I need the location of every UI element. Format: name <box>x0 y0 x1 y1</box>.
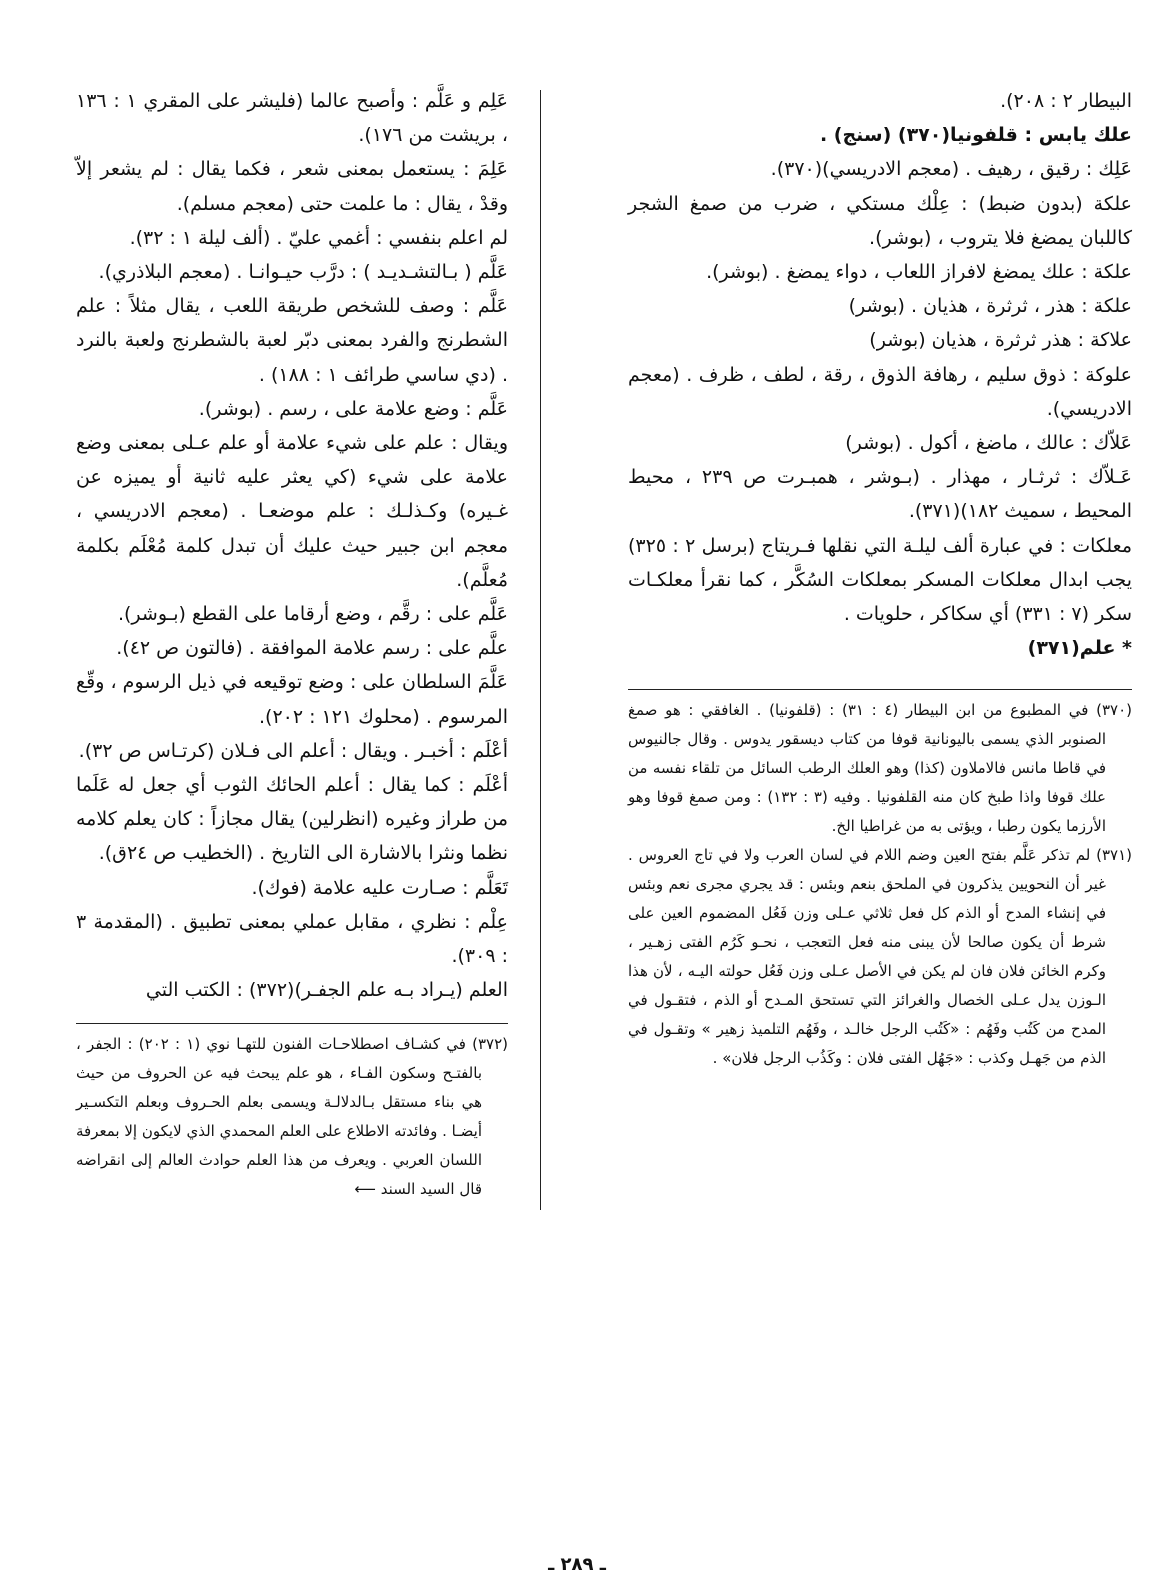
entry: علوكة : ذوق سليم ، رهافة الذوق ، رقة ، لطف ، ظرف . (معجم الادريسي). <box>628 363 1132 420</box>
entry: عَلَّم على : رقَّم ، وضع أرقاما على القطع (بـوشر). <box>117 603 508 626</box>
entry: عَلَّم : وضع علامة على ، رسم . (بوشر). <box>198 397 508 420</box>
entry: علاكة : هذر ثرثرة ، هذيان (بوشر) <box>869 329 1132 352</box>
entry: عَلَّمَ السلطان على : وضع توقيعه في ذيل الرسوم ، وقّع المرسوم . (محلوك ١٢١ : ٢٠٢). <box>76 671 508 728</box>
entry: عَلِمَ : يستعمل بمعنى شعر ، فكما يقال : لم يشعر إلاّ وقدْ ، يقال : ما علمت حتى (معجم مسلم). <box>76 158 508 215</box>
entry: علَّم على : رسم علامة الموافقة . (فالتون ص ٤٢). <box>116 637 508 660</box>
entry: علكة : هذر ، ثرثرة ، هذيان . (بوشر) <box>848 295 1132 318</box>
entry: أعْلَم : كما يقال : أعلم الحائك الثوب أي جعل له عَلَما من طراز وغيره (انظرلين) يقال مجازاً : كان يعلم كلامه نظما ونثرا بالاشارة الى التاريخ . (الخطيب ص ٢٤ق). <box>76 774 508 865</box>
entry: عَلَّم ( بـالتشـديـد ) : درَّب حيـوانـا . (معجم البلاذري). <box>98 261 508 284</box>
entry: عَلاّك : عالك ، ماضغ ، أكول . (بوشر) <box>845 432 1132 455</box>
entry: أعْلَم : أخبـر . ويقال : أعلم الى فـلان (كرتـاس ص ٣٢). <box>78 739 508 762</box>
column-divider <box>540 90 541 1210</box>
entry: معلكات : في عبارة ألف ليلـة التي نقلها فـريتاج (برسل ٢ : ٣٢٥) يجب ابدال معلكات المسكر بمعلكات السُكَّر ، كما نقرأ معلكـات سكر (٧ : ٣٣١) أي سكاكر ، حلويات . <box>628 534 1132 626</box>
entry: * علم(٣٧١) <box>1027 637 1132 660</box>
entry: عَلِك : رقيق ، رهيف . (معجم الادريسي)(٣٧٠). <box>770 158 1132 181</box>
entry: تَعَلَّم : صـارت عليه علامة (فوك). <box>251 876 508 899</box>
page-number: ـ ٢٨٩ ـ <box>548 1554 606 1575</box>
entry: علك يابس : قلفونيا(٣٧٠) (سنج) . <box>819 124 1132 147</box>
left-column <box>76 84 508 1204</box>
entry: العلم (يـراد بـه علم الجفـر)(٣٧٢) : الكتب التي <box>145 979 508 1002</box>
entry: عِلْم : نظري ، مقابل عملي بمعنى تطبيق . (المقدمة ٣ : ٣٠٩). <box>76 910 508 968</box>
entry: علكة : علك يمضغ لافراز اللعاب ، دواء يمضغ . (بوشر). <box>706 261 1132 284</box>
footnote-divider <box>76 1023 508 1024</box>
entry: ويقال : علم على شيء علامة أو علم عـلى بمعنى وضع علامة على شيء (كي يعثر عليه ثانية أو يميزه عن غـيره) وكـذلـك : علم موضعـا . (معجم الادريسي ، معجم ابن جبير حيث عليك أن تبدل كلمة مُعْلَم بكلمة مُعلَّم). <box>76 432 508 591</box>
right-column <box>628 84 1132 1073</box>
footnote-divider <box>628 689 1132 690</box>
footnote: (٣٧٠) في المطبوع من ابن البيطار (٤ : ٣١) : (قلفونيا) . الغافقي : هو صمغ الصنوبر الذي يسمى باليونانية قوفا من كتاب ديسقور يدوس . وقال جالنيوس في قاطا مانس فالاملاون (كذا) وهو العلك الرطب السائل من تلقاء نفسه من علك قوفا واذا طبخ كان منه القلفونيا . وفيه (٣ : ١٣٢) : ومن صمغ قوفا وهو الأرزما يكون رطبا ، ويؤتى به من غراطيا الخ. <box>628 701 1132 836</box>
entry: البيطار ٢ : ٢٠٨). <box>1000 90 1132 112</box>
footnote: (٣٧٢) في كشـاف اصطلاحـات الفنون للتهـا نوي (١ : ٢٠٢) : الجفر ، بالفتـح وسكون الفـاء ، هو علم يبحث فيه عن الحروف من حيث هي بناء مستقل بـالدلالـة ويسمى بعلم الحـروف وبعلم التكسـير أيضـا . وفائدته الاطلاع على العلم المحمدي الذي لايكون إلا بمعرفة اللسان العربي . ويعرف من هذا العلم حوادث العالم إلى انقراضه قال السيد السند ⟵ <box>76 1035 508 1199</box>
footnote: (٣٧١) لم تذكر عَلَّم بفتح العين وضم اللام في لسان العرب ولا في تاج العروس . غير أن النحويين يذكرون في الملحق بنعم وبئس : قد يجري مجرى نعم وبئس في إنشاء المدح أو الذم كل فعل ثلاثي عـلى وزن فَعُل المضموم العين على شرط أن يكون صالحا لأن يبنى منه فعل التعجب ، نحـو كَرُم الفتى زهـير ، وكرم الخائن فلان فان لم يكن في الأصل عـلى وزن فَعُل حولته اليـه ، لأن هذا الـوزن يدل عـلى الخصال والغرائز التي تستحق المـدح أو الذم ، فتقـول في المدح من كَتُب وفَهُم : «كَتُب الرجل خالـد ، وفَهُم التلميذ زهير » وتقـول في الذم من جَهـل وكذب : «جَهُل الفتى فلان : وكَذُب الرجل فلان» . <box>628 846 1132 1068</box>
entry: عَلِم و عَلَّم : وأصبح عالما (فليشر على المقري ١ : ١٣٦ ، بريشت من ١٧٦). <box>76 90 508 147</box>
entry: لم اعلم بنفسي : أغمي عليّ . (ألف ليلة ١ : ٣٢). <box>129 226 508 249</box>
entry: عَلَّم : وصف للشخص طريقة اللعب ، يقال مثلاً : علم الشطرنج والفرد بمعنى دبّر لعبة بالشطرنج ولعبة بالنرد . (دي ساسي طرائف ١ : ١٨٨) . <box>76 295 508 386</box>
entry: عَـلاّك : ثرثـار ، مهذار . (بـوشر ، همبـرت ص ٢٣٩ ، محيط المحيط ، سميث ١٨٢)(٣٧١). <box>628 466 1132 523</box>
entry: علكة (بدون ضبط) : عِلْك مستكي ، ضرب من صمغ الشجر كاللبان يمضغ فلا يتروب ، (بوشر). <box>628 192 1132 249</box>
